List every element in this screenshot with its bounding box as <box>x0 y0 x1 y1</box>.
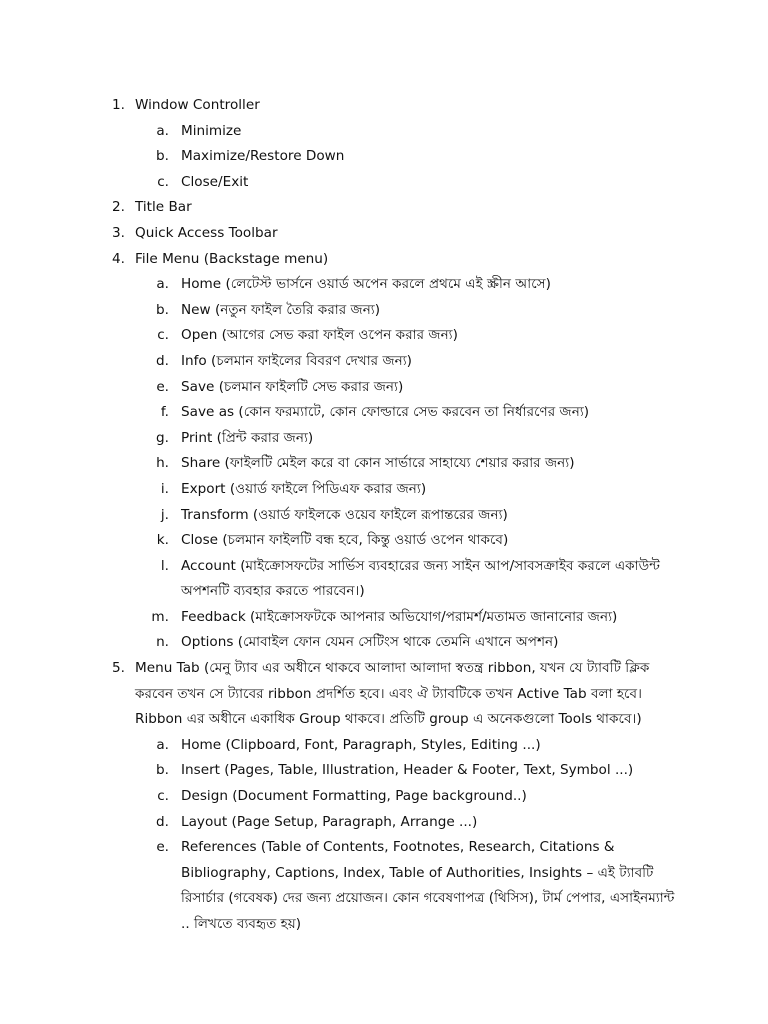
sub-marker: c. <box>157 788 169 805</box>
list-item-text: File Menu (Backstage menu) <box>135 250 329 267</box>
list-marker: 5. <box>112 660 125 677</box>
sub-marker: c. <box>157 173 169 190</box>
list-item-text: Menu Tab (মেনু ট্যাব এর অধীনে থাকবে আলাদা আলাদা স্বতন্ত্র ribbon, যখন যে ট্যাবটি ক্লিক করবেন তখন সে ট্যাবের ribbon প্রদর্শিত হবে। এবং ঐ ট্যাবটিকে তখন Active Tab বলা হবে। Ribbon এর অধীনে একাধিক Group থাকবে। প্রতিটি group এ অনেকগুলো Tools থাকবে।) <box>135 660 650 728</box>
sub-marker: l. <box>160 557 169 574</box>
sub-marker: n. <box>156 634 169 651</box>
sub-marker: m. <box>151 608 169 625</box>
sub-item-1a <box>0 119 768 145</box>
sub-item-text: References (Table of Contents, Footnotes, Research, Citations & Bibliography, Captions, Index, Table of Authorities, Insights – এই ট্যাবটি রিসার্চার (গবেষক) দের জন্য প্রয়োজন। কোন গবেষণাপত্র (থিসিস), টার্ম পেপার, এসাইনম্যান্ট .. লিখতে ব্যবহৃত হয়) <box>181 839 675 932</box>
sub-item-text: Save (চলমান ফাইলটি সেভ করার জন্য) <box>181 378 404 395</box>
sub-item-4g <box>0 426 768 452</box>
sub-item-5a <box>0 733 768 759</box>
sub-item-4e <box>0 375 768 401</box>
sub-item-text: Print (প্রিন্ট করার জন্য) <box>181 429 314 446</box>
sub-item-text: Export (ওয়ার্ড ফাইলে পিডিএফ করার জন্য) <box>181 480 427 497</box>
sub-marker: i. <box>160 480 169 497</box>
sub-item-1b <box>0 144 768 170</box>
document-body <box>0 93 768 938</box>
sub-item-1c <box>0 170 768 196</box>
sub-item-text: Maximize/Restore Down <box>181 148 345 165</box>
sub-marker: d. <box>156 352 169 369</box>
sub-item-text: Insert (Pages, Table, Illustration, Header & Footer, Text, Symbol ...) <box>181 762 634 779</box>
sub-item-text: Transform (ওয়ার্ড ফাইলকে ওয়েব ফাইলে রূপান্তরের জন্য) <box>181 506 508 523</box>
sub-item-text: Layout (Page Setup, Paragraph, Arrange ...) <box>181 813 478 830</box>
sub-marker: k. <box>156 532 169 549</box>
sub-marker: a. <box>156 736 169 753</box>
sub-item-4b <box>0 298 768 324</box>
sub-marker: b. <box>156 301 169 318</box>
sub-item-text: New (নতুন ফাইল তৈরি করার জন্য) <box>181 301 381 318</box>
sub-item-text: Close (চলমান ফাইলটি বন্ধ হবে, কিন্তু ওয়ার্ড ওপেন থাকবে) <box>181 532 509 549</box>
sub-item-4i <box>0 477 768 503</box>
sub-marker: b. <box>156 148 169 165</box>
list-item-4 <box>0 247 768 273</box>
sub-item-4n <box>0 630 768 656</box>
list-item-1 <box>0 93 768 119</box>
sub-item-5b <box>0 758 768 784</box>
list-marker: 4. <box>112 250 125 267</box>
list-marker: 1. <box>112 97 125 113</box>
list-marker: 2. <box>112 199 125 216</box>
sub-item-text: Home (Clipboard, Font, Paragraph, Styles, Editing ...) <box>181 736 541 753</box>
sub-item-text: Home (লেটেস্ট ভার্সনে ওয়ার্ড অপেন করলে প্রথমে এই স্ক্রীন আসে) <box>181 276 551 293</box>
list-marker: 3. <box>112 224 125 241</box>
sub-item-text: Account (মাইক্রোসফটের সার্ভিস ব্যবহারের জন্য সাইন আপ/সাবসক্রাইব করলে একাউন্ট অপশনটি ব্যবহার করতে পারবেন।) <box>181 557 660 600</box>
sub-item-4d <box>0 349 768 375</box>
sub-item-4h <box>0 451 768 477</box>
sub-item-4a <box>0 272 768 298</box>
sub-marker: b. <box>156 762 169 779</box>
sub-marker: g. <box>156 429 169 446</box>
sub-item-text: Save as (কোন ফরম্যাটে, কোন ফোল্ডারে সেভ করবেন তা নির্ধারণের জন্য) <box>181 404 590 421</box>
sub-marker: h. <box>156 455 169 472</box>
sub-marker: f. <box>160 404 169 421</box>
sub-item-4f <box>0 400 768 426</box>
sub-item-text: Close/Exit <box>181 173 249 190</box>
sub-marker: a. <box>156 122 169 139</box>
sub-item-text: Minimize <box>181 122 242 139</box>
list-item-5 <box>0 656 768 733</box>
list-item-text: Quick Access Toolbar <box>135 224 278 241</box>
sub-item-5d <box>0 810 768 836</box>
sub-item-4k <box>0 528 768 554</box>
sub-marker: a. <box>156 276 169 293</box>
sub-item-text: Feedback (মাইক্রোসফটকে আপনার অভিযোগ/পরামর্শ/মতামত জানানোর জন্য) <box>181 608 618 625</box>
sub-item-text: Open (আগের সেভ করা ফাইল ওপেন করার জন্য) <box>181 327 458 344</box>
sub-item-4m <box>0 605 768 631</box>
sub-item-4c <box>0 323 768 349</box>
list-item-3 <box>0 221 768 247</box>
sub-item-text: Design (Document Formatting, Page background..) <box>181 788 527 805</box>
sub-item-5e <box>0 835 768 937</box>
sub-item-text: Options (মোবাইল ফোন যেমন সেটিংস থাকে তেমনি এখানে অপশন) <box>181 634 559 651</box>
list-item-text: Title Bar <box>135 199 192 216</box>
sub-marker: c. <box>157 327 169 344</box>
sub-marker: e. <box>156 378 169 395</box>
sub-item-5c <box>0 784 768 810</box>
sub-marker: j. <box>160 506 169 523</box>
sub-marker: e. <box>156 839 169 856</box>
sub-marker: d. <box>156 813 169 830</box>
sub-item-text: Share (ফাইলটি মেইল করে বা কোন সার্ভারে সাহায্যে শেয়ার করার জন্য) <box>181 455 575 472</box>
sub-item-4j <box>0 503 768 529</box>
list-item-text: Window Controller <box>135 97 260 113</box>
sub-item-4l <box>0 554 768 605</box>
sub-item-text: Info (চলমান ফাইলের বিবরণ দেখার জন্য) <box>181 352 412 369</box>
list-item-2 <box>0 195 768 221</box>
